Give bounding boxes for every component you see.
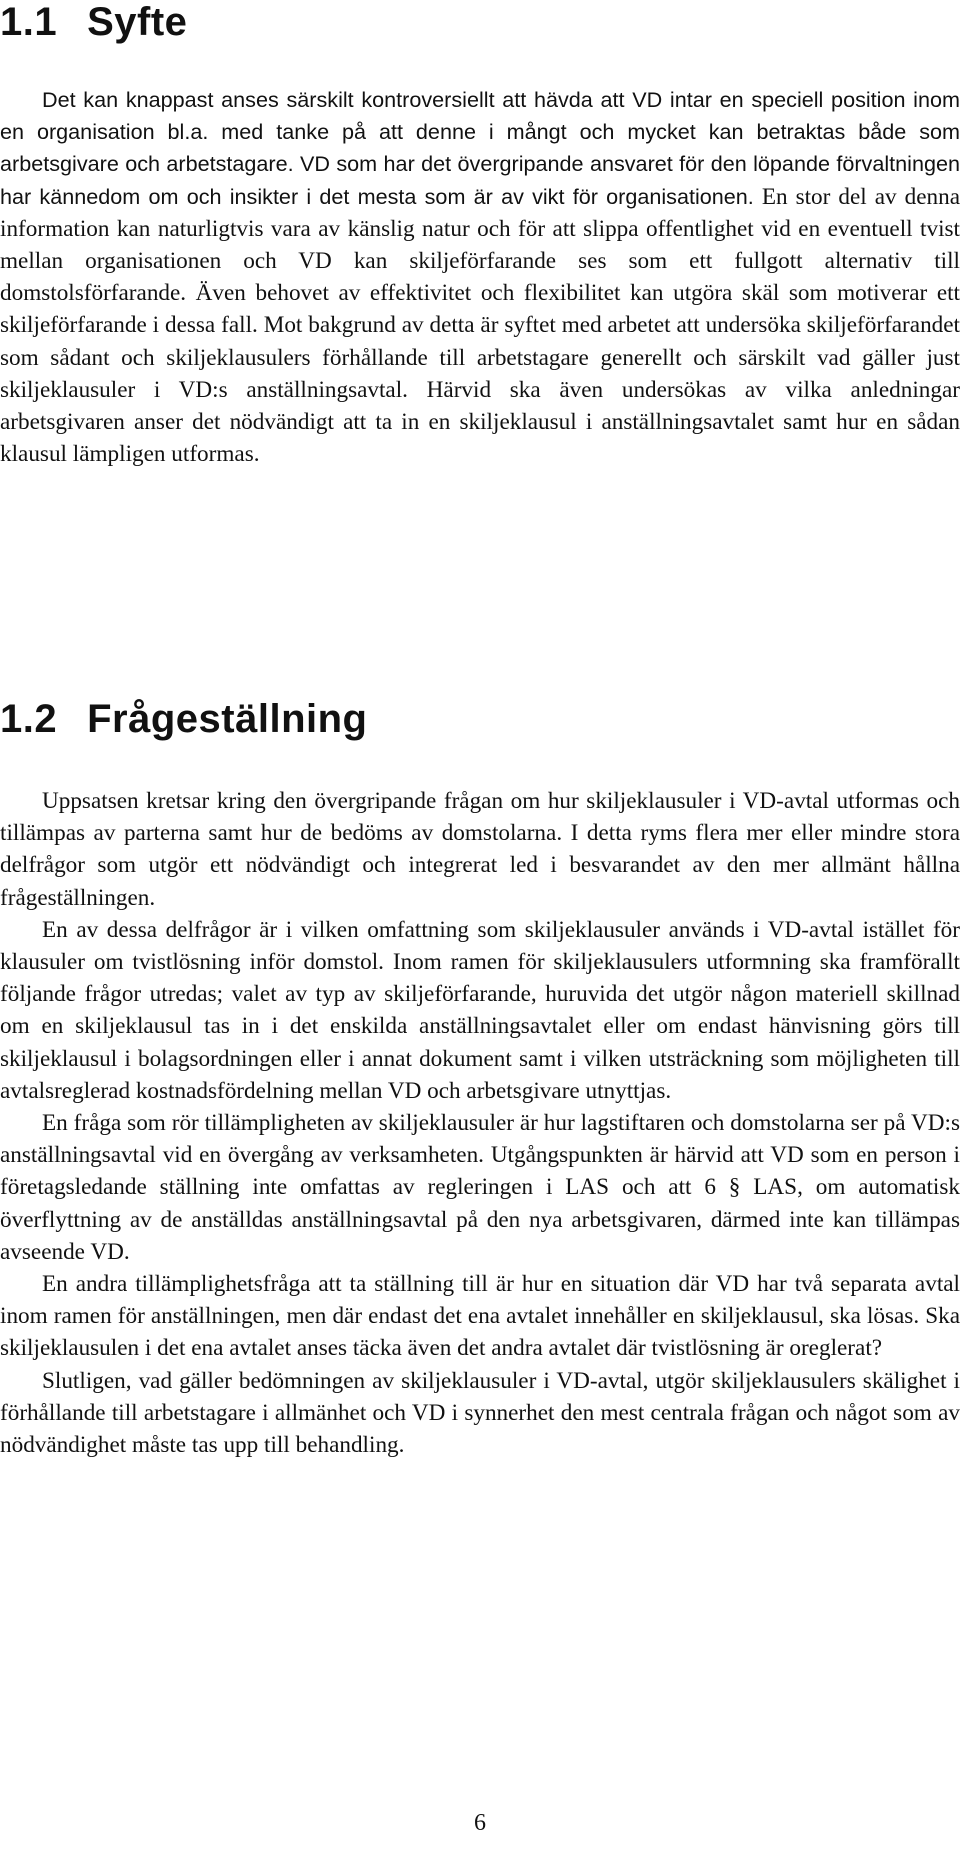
- section-heading-syfte: [0, 0, 187, 44]
- section-number: 1.2: [0, 697, 58, 741]
- paragraph-sans-part: Det kan knappast anses särskilt kontroversiellt att hävda att VD intar en speciell position inom en organisation bl.a. med tanke på att denne i mångt och mycket kan betraktas både som arbetsgivare och arbetstagare. VD som har det övergripande ansvaret för den löpande förvaltningen har kännedom om och insikter i det mesta som är av vikt för organisationen.: [0, 87, 960, 209]
- paragraph: Slutligen, vad gäller bedömningen av skiljeklausuler i VD-avtal, utgör skiljeklausulers skälighet i förhållande till arbetstagare i allmänhet och VD i synnerhet den mest centrala frågan och något som av nödvändighet måste tas upp till behandling.: [0, 1367, 960, 1459]
- section-title: Syfte: [87, 0, 188, 44]
- section-number: 1.1: [0, 0, 58, 44]
- paragraph: Uppsatsen kretsar kring den övergripande frågan om hur skiljeklausuler i VD-avtal utformas och tillämpas av parterna samt hur de bedöms av domstolarna. I detta ryms flera mer eller mindre stora delfrågor som utgör ett nödvändigt och integrerat led i besvarandet av den mer allmänt hållna frågeställningen.: [0, 788, 960, 911]
- section-body-syfte: [0, 84, 960, 470]
- paragraph: En fråga som rör tillämpligheten av skiljeklausuler är hur lagstiftaren och domstolarna ser på VD:s anställningsavtal vid en övergång av verksamheten. Utgångspunkten är härvid att VD som en person i företagsledande ställning inte omfattas av regleringen i LAS och att 6 § LAS, om automatisk överflyttning av de anställdas anställningsavtal på den nya arbetsgivaren, därmed inte kan tillämpas avseende VD.: [0, 1110, 960, 1265]
- paragraph: [0, 84, 960, 470]
- section-heading-fragestallning: [0, 697, 368, 741]
- paragraph-serif-part: En stor del av denna information kan naturligtvis vara av känslig natur och för att slippa offentlighet vid en eventuell tvist mellan organisationen och VD kan skiljeförfarande ses som ett fullgott alternativ till domstolsförfarande. Även behovet av effektivitet och flexibilitet kan utgöra skäl som motiverar ett skiljeförfarande i dessa fall. Mot bakgrund av detta är syftet med arbetet att undersöka skiljeförfarandet som sådant och skiljeklausulers förhållande till arbetstagare generellt och särskilt vad gäller just skiljeklausuler i VD:s anställningsavtal. Härvid ska även undersökas av vilka anledningar arbetsgivaren anser det nödvändigt att ta in en skiljeklausul i anställningsavtalet samt hur en sådan klausul lämpligen utformas.: [0, 183, 960, 468]
- section-body-fragestallning: [0, 785, 960, 1461]
- paragraph: En andra tillämplighetsfråga att ta ställning till är hur en situation där VD har två separata avtal inom ramen för anställningen, men där endast det ena avtalet innehåller en skiljeklausul, ska lösas. Ska skiljeklausulen i det ena avtalet anses täcka även det andra avtalet där tvistlösning är oreglerat?: [0, 1271, 960, 1362]
- section-title: Frågeställning: [87, 697, 368, 741]
- paragraph: En av dessa delfrågor är i vilken omfattning som skiljeklausuler används i VD-avtal istället för klausuler om tvistlösning inför domstol. Inom ramen för skiljeklausulers utformning ska framförallt följande frågor utredas; valet av typ av skiljeförfarande, huruvida det utgör någon materiell skillnad om en skiljeklausul tas in i det enskilda anställningsavtalet eller om endast hänvisning görs till skiljeklausul i bolagsordningen eller i annat dokument samt i vilken utsträckning som möjligheten till avtalsreglerad kostnadsfördelning mellan VD och arbetsgivare utnyttjas.: [0, 916, 960, 1104]
- page-number: 6: [474, 1810, 486, 1836]
